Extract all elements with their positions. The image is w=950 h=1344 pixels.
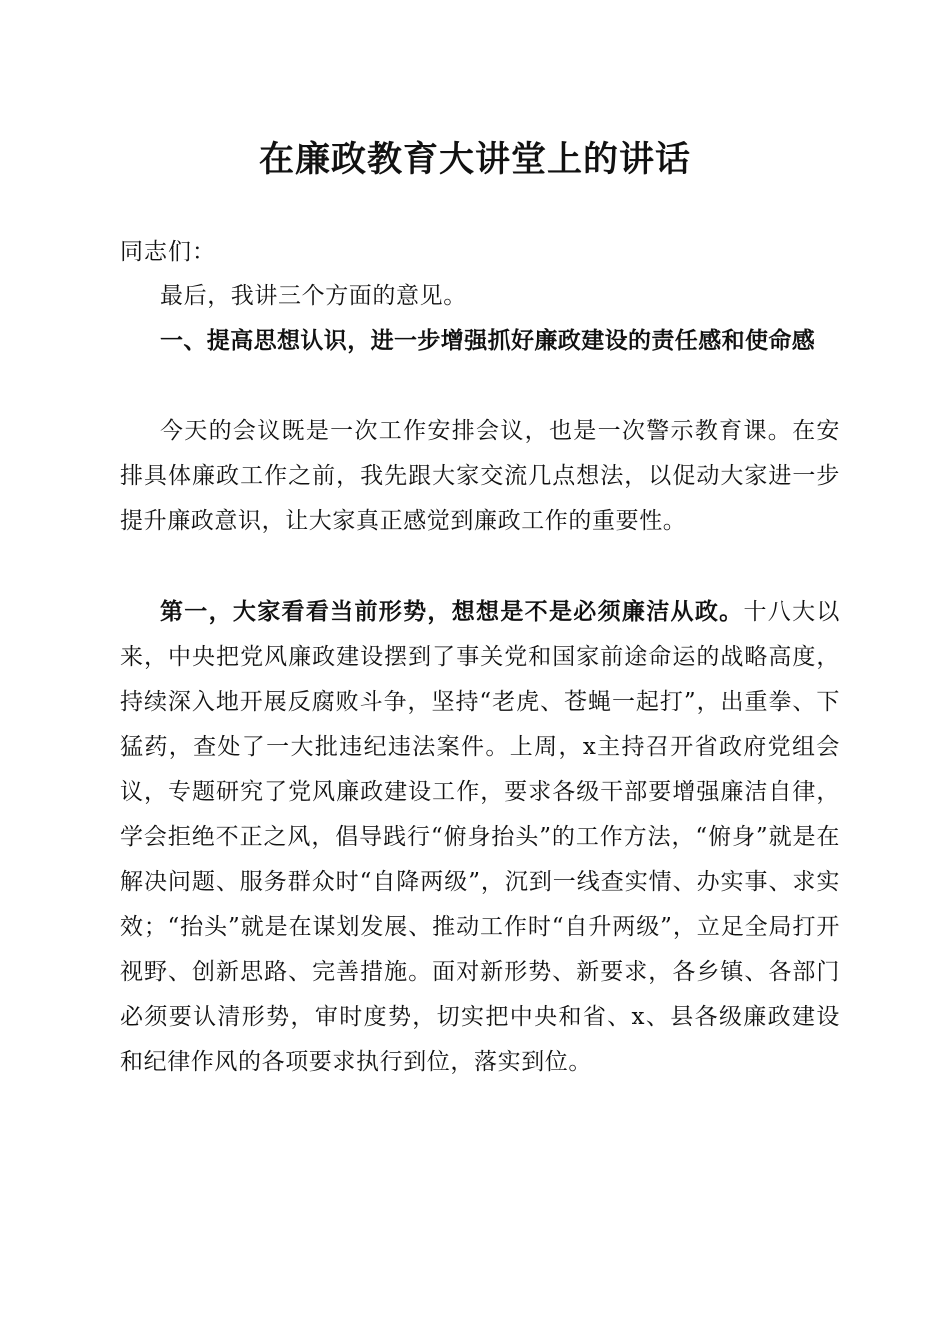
body-paragraph-2: [120, 589, 840, 1085]
paragraph-2-body: 十八大以来，中央把党风廉政建设摆到了事关党和国家前途命运的战略高度，持续深入地开展反腐败斗争，坚持“老虎、苍蝇一起打”，出重拳、下猛药，查处了一大批违纪违法案件。上周，x主持召开省政府党组会议，专题研究了党风廉政建设工作，要求各级干部要增强廉洁自律，学会拒绝不正之风，倡导践行“俯身抬头”的工作方法，“俯身”就是在解决问题、服务群众时“自降两级”，沉到一线查实情、办实事、求实效；“抬头”就是在谋划发展、推动工作时“自升两级”，立足全局打开视野、创新思路、完善措施。面对新形势、新要求，各乡镇、各部门必须要认清形势，审时度势，切实把中央和省、x、县各级廉政建设和纪律作风的各项要求执行到位，落实到位。: [120, 599, 841, 1075]
intro-paragraph: 最后，我讲三个方面的意见。: [160, 283, 467, 309]
salutation: 同志们：: [120, 239, 216, 265]
document-title: 在廉政教育大讲堂上的讲话: [258, 139, 691, 180]
section-heading-1: 一、提高思想认识，进一步增强抓好廉政建设的责任感和使命感: [160, 328, 816, 354]
paragraph-2-lead: 第一，大家看看当前形势，想想是不是必须廉洁从政。: [160, 598, 744, 625]
body-paragraph-1: 今天的会议既是一次工作安排会议，也是一次警示教育课。在安排具体廉政工作之前，我先跟大家交流几点想法，以促动大家进一步提升廉政意识，让大家真正感觉到廉政工作的重要性。: [120, 418, 840, 534]
